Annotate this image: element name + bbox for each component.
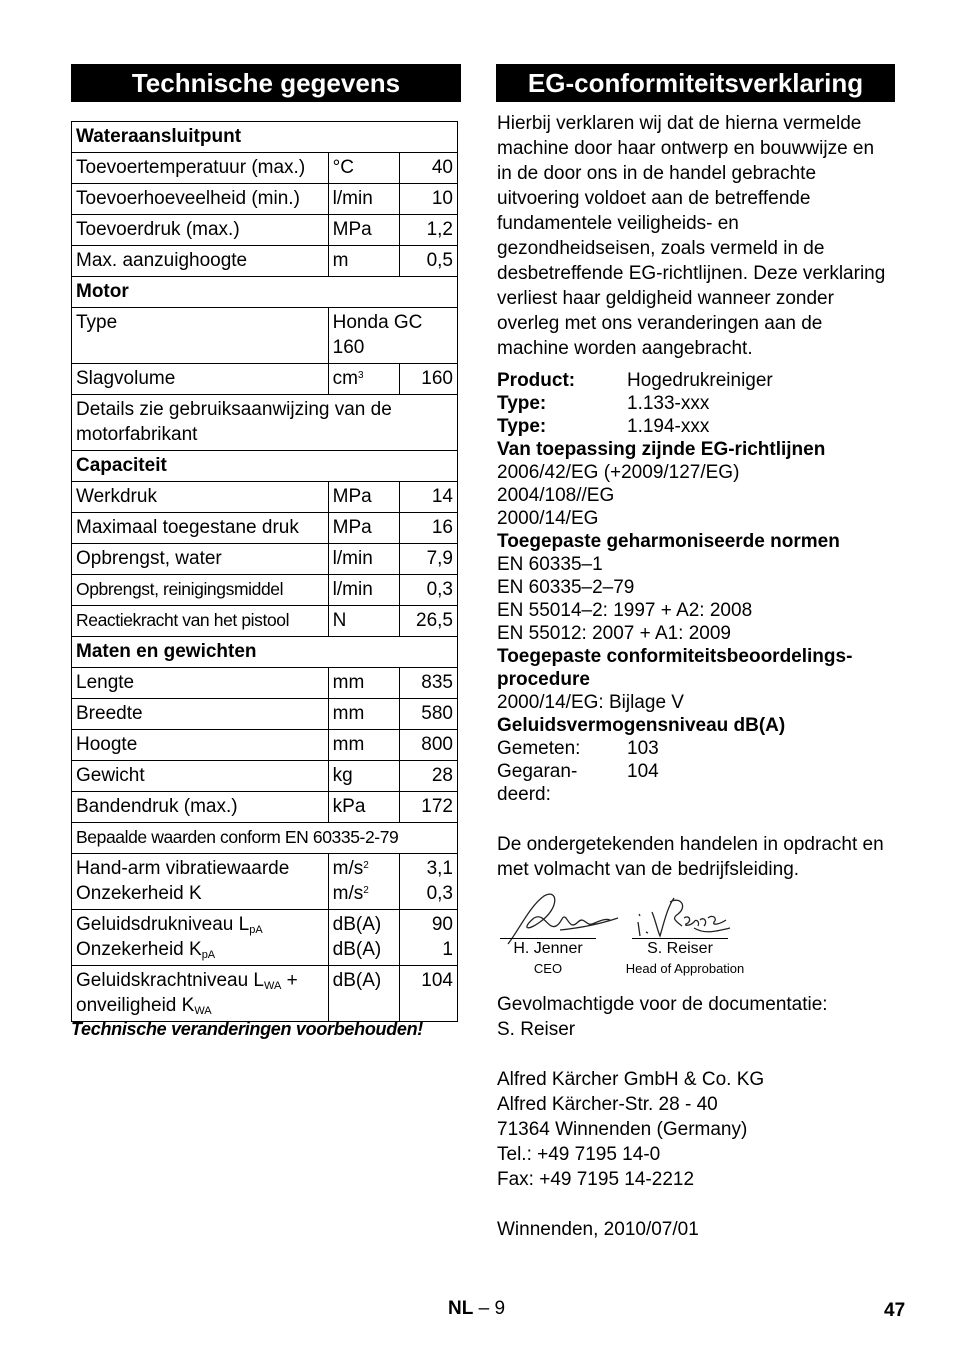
technical-changes-note: Technische veranderingen voorbehouden! bbox=[71, 1019, 424, 1039]
page-number: 47 bbox=[884, 1300, 906, 1321]
product-row bbox=[497, 369, 897, 392]
section-heading: Motor bbox=[72, 277, 458, 308]
unit-base: cm bbox=[332, 368, 358, 389]
directives-heading: Van toepassing zijnde EG-richtlijnen bbox=[497, 439, 826, 460]
value-line: 0,3 bbox=[426, 883, 453, 904]
signature-line bbox=[500, 938, 596, 939]
row-value: 160 bbox=[399, 364, 457, 395]
technical-data-title: Technische gegevens bbox=[71, 64, 461, 102]
row-unit: MPa bbox=[328, 513, 399, 544]
row-unit: kg bbox=[328, 761, 399, 792]
row-unit: mm bbox=[328, 668, 399, 699]
label-line bbox=[76, 968, 325, 993]
label-line: Hand-arm vibratiewaarde bbox=[76, 858, 290, 879]
label-line bbox=[76, 937, 325, 962]
row-label: Maximaal toegestane druk bbox=[72, 513, 329, 544]
row-value: 14 bbox=[399, 482, 457, 513]
type-row bbox=[497, 392, 897, 415]
value-line: 1 bbox=[442, 939, 453, 960]
row-label bbox=[72, 910, 329, 966]
label-text: Onzekerheid K bbox=[76, 939, 202, 960]
row-label: Lengte bbox=[72, 668, 329, 699]
table-row bbox=[72, 395, 458, 451]
section-heading: Wateraansluitpunt bbox=[72, 122, 458, 153]
unit-line: dB(A) bbox=[332, 939, 382, 960]
value-line: 90 bbox=[431, 914, 453, 935]
value-line: 3,1 bbox=[426, 858, 453, 879]
table-row bbox=[72, 153, 458, 184]
table-row bbox=[72, 308, 458, 364]
unit-superscript: 2 bbox=[363, 860, 369, 871]
label-line: Onzekerheid K bbox=[76, 883, 202, 904]
procedure-heading: Toegepaste conformiteitsbeoordelings-procedure bbox=[497, 646, 853, 690]
table-section-row bbox=[72, 823, 458, 854]
sound-heading: Geluidsvermogensniveau dB(A) bbox=[497, 715, 786, 736]
row-label: Breedte bbox=[72, 699, 329, 730]
row-label: Hoogte bbox=[72, 730, 329, 761]
row-unit: dB(A) bbox=[328, 966, 399, 1022]
label-text: Geluidskrachtniveau L bbox=[76, 970, 264, 991]
type-label: Type: bbox=[497, 393, 547, 414]
row-value: 10 bbox=[399, 184, 457, 215]
unit-superscript: 2 bbox=[363, 885, 369, 896]
table-row bbox=[72, 215, 458, 246]
declaration-intro: Hierbij verklaren wij dat de hierna vermelde machine door haar ontwerp en bouwwijze en in de door ons in de handel gebrachte uitvoering voldoet aan de betreffende fundamentele veiligheids- en gezondheidseisen, zoals vermeld in de desbetreffende EG-richtlijnen. Deze verklaring verliest haar geldigheid wanneer zonder overleg met ons veranderingen aan de machine worden aangebracht. bbox=[497, 113, 886, 359]
section-heading: Maten en gewichten bbox=[72, 637, 458, 668]
row-label: Opbrengst, water bbox=[72, 544, 329, 575]
documentation-representative bbox=[497, 992, 892, 1042]
footer-language-page bbox=[448, 1298, 505, 1320]
row-label: Slagvolume bbox=[72, 364, 329, 395]
label-subscript: pA bbox=[201, 949, 216, 961]
row-label: Toevoerdruk (max.) bbox=[72, 215, 329, 246]
section-page: – 9 bbox=[478, 1298, 506, 1319]
row-unit: m bbox=[328, 246, 399, 277]
procedure-value: 2000/14/EG: Bijlage V bbox=[497, 692, 684, 713]
row-value: 172 bbox=[399, 792, 457, 823]
measured-row bbox=[497, 737, 897, 760]
unit-line bbox=[333, 856, 396, 881]
norm-item: EN 60335–2–79 bbox=[497, 577, 635, 598]
signer1-role: CEO bbox=[533, 961, 563, 976]
label-line bbox=[76, 912, 325, 937]
unit-line: dB(A) bbox=[332, 914, 382, 935]
table-row bbox=[72, 699, 458, 730]
row-label: Type bbox=[72, 308, 329, 364]
unit-line bbox=[333, 881, 396, 906]
table-row bbox=[72, 246, 458, 277]
signature-reiser bbox=[634, 892, 734, 944]
table-row bbox=[72, 910, 458, 966]
row-unit: l/min bbox=[328, 184, 399, 215]
row-value: 580 bbox=[399, 699, 457, 730]
label-text: + bbox=[281, 970, 298, 991]
table-row bbox=[72, 761, 458, 792]
row-value: 0,5 bbox=[399, 246, 457, 277]
label-subscript: WA bbox=[264, 980, 282, 992]
table-row bbox=[72, 668, 458, 699]
measured-value: 103 bbox=[627, 738, 659, 759]
section-heading: Capaciteit bbox=[72, 451, 458, 482]
norm-item: EN 60335–1 bbox=[497, 554, 603, 575]
label-subscript: WA bbox=[194, 1005, 212, 1017]
row-unit: °C bbox=[328, 153, 399, 184]
unit-superscript: 3 bbox=[357, 370, 364, 381]
row-value: 0,3 bbox=[399, 575, 457, 606]
directive-item: 2000/14/EG bbox=[497, 508, 599, 529]
row-unit: N bbox=[328, 606, 399, 637]
row-value: 40 bbox=[399, 153, 457, 184]
row-unit bbox=[328, 854, 399, 910]
row-label: Werkdruk bbox=[72, 482, 329, 513]
norm-item: EN 55012: 2007 + A1: 2009 bbox=[497, 623, 732, 644]
guaranteed-row bbox=[497, 760, 897, 806]
row-unit: l/min bbox=[328, 544, 399, 575]
row-value: 1,2 bbox=[399, 215, 457, 246]
product-label: Product: bbox=[497, 370, 576, 391]
table-row bbox=[72, 184, 458, 215]
table-row bbox=[72, 854, 458, 910]
row-unit bbox=[328, 364, 399, 395]
row-unit: MPa bbox=[328, 482, 399, 513]
signer2-role: Head of Approbation bbox=[625, 961, 745, 976]
directive-item: 2004/108//EG bbox=[497, 485, 615, 506]
language-code: NL bbox=[448, 1298, 474, 1319]
table-row bbox=[72, 513, 458, 544]
table-row bbox=[72, 575, 458, 606]
table-section-row bbox=[72, 637, 458, 668]
table-section-row bbox=[72, 122, 458, 153]
row-label: Toevoerhoeveelheid (min.) bbox=[72, 184, 329, 215]
table-row bbox=[72, 966, 458, 1022]
row-label bbox=[72, 966, 329, 1022]
company-name: Alfred Kärcher GmbH & Co. KG bbox=[497, 1069, 765, 1090]
table-row bbox=[72, 730, 458, 761]
row-value: Honda GC 160 bbox=[328, 308, 457, 364]
row-value: 800 bbox=[399, 730, 457, 761]
row-unit: MPa bbox=[328, 215, 399, 246]
place-date: Winnenden, 2010/07/01 bbox=[497, 1219, 699, 1240]
guaranteed-label: Gegaran-deerd: bbox=[497, 761, 578, 805]
signer2-name: S. Reiser bbox=[647, 940, 713, 957]
row-unit bbox=[328, 910, 399, 966]
street: Alfred Kärcher-Str. 28 - 40 bbox=[497, 1094, 718, 1115]
row-label bbox=[72, 854, 329, 910]
row-value: 835 bbox=[399, 668, 457, 699]
table-row bbox=[72, 544, 458, 575]
norm-item: EN 55014–2: 1997 + A2: 2008 bbox=[497, 600, 753, 621]
label-subscript: pA bbox=[249, 924, 263, 936]
row-unit: l/min bbox=[328, 575, 399, 606]
unit-base: m/s bbox=[332, 858, 364, 879]
label-text: onveiligheid K bbox=[76, 995, 195, 1016]
row-unit: kPa bbox=[328, 792, 399, 823]
city: 71364 Winnenden (Germany) bbox=[497, 1119, 748, 1140]
row-label: Toevoertemperatuur (max.) bbox=[72, 153, 329, 184]
row-label: Bandendruk (max.) bbox=[72, 792, 329, 823]
technical-data-table bbox=[71, 121, 458, 1022]
type-value: 1.133-xxx bbox=[627, 393, 710, 414]
unit-base: m/s bbox=[332, 883, 364, 904]
guaranteed-value: 104 bbox=[627, 761, 659, 782]
table-row bbox=[72, 792, 458, 823]
table-row bbox=[72, 482, 458, 513]
row-note: Details zie gebruiksaanwijzing van de motorfabrikant bbox=[72, 395, 458, 451]
measured-label: Gemeten: bbox=[497, 738, 581, 759]
fax: Fax: +49 7195 14-2212 bbox=[497, 1169, 695, 1190]
row-value bbox=[399, 910, 457, 966]
company-address bbox=[497, 1067, 892, 1192]
row-value: 7,9 bbox=[399, 544, 457, 575]
section-heading: Bepaalde waarden conform EN 60335-2-79 bbox=[72, 823, 458, 854]
row-value: 26,5 bbox=[399, 606, 457, 637]
type-value: 1.194-xxx bbox=[627, 416, 710, 437]
table-row bbox=[72, 606, 458, 637]
row-label: Reactiekracht van het pistool bbox=[72, 606, 329, 637]
row-value bbox=[399, 854, 457, 910]
row-value: 16 bbox=[399, 513, 457, 544]
row-label: Opbrengst, reinigingsmiddel bbox=[72, 575, 329, 606]
product-value: Hogedrukreiniger bbox=[627, 370, 773, 391]
row-value: 28 bbox=[399, 761, 457, 792]
norms-heading: Toegepaste geharmoniseerde normen bbox=[497, 531, 840, 552]
label-line bbox=[76, 993, 325, 1018]
directive-item: 2006/42/EG (+2009/127/EG) bbox=[497, 462, 740, 483]
declaration-details bbox=[497, 369, 897, 806]
row-label: Gewicht bbox=[72, 761, 329, 792]
row-unit: mm bbox=[328, 730, 399, 761]
label-text: Geluidsdrukniveau L bbox=[76, 914, 250, 935]
row-unit: mm bbox=[328, 699, 399, 730]
table-section-row bbox=[72, 277, 458, 308]
signature-jenner bbox=[500, 888, 620, 948]
row-value: 104 bbox=[399, 966, 457, 1022]
docu-name: S. Reiser bbox=[497, 1019, 576, 1040]
declaration-title: EG-conformiteitsverklaring bbox=[496, 64, 895, 102]
telephone: Tel.: +49 7195 14-0 bbox=[497, 1144, 661, 1165]
table-section-row bbox=[72, 451, 458, 482]
type-row bbox=[497, 415, 897, 438]
signers-intro: De ondergetekenden handelen in opdracht en met volmacht van de bedrijfsleiding. bbox=[497, 834, 884, 880]
signer1-name: H. Jenner bbox=[513, 940, 583, 957]
table-row bbox=[72, 364, 458, 395]
signature-line bbox=[632, 938, 728, 939]
row-label: Max. aanzuighoogte bbox=[72, 246, 329, 277]
docu-label: Gevolmachtigde voor de documentatie: bbox=[497, 994, 828, 1015]
type-label: Type: bbox=[497, 416, 547, 437]
